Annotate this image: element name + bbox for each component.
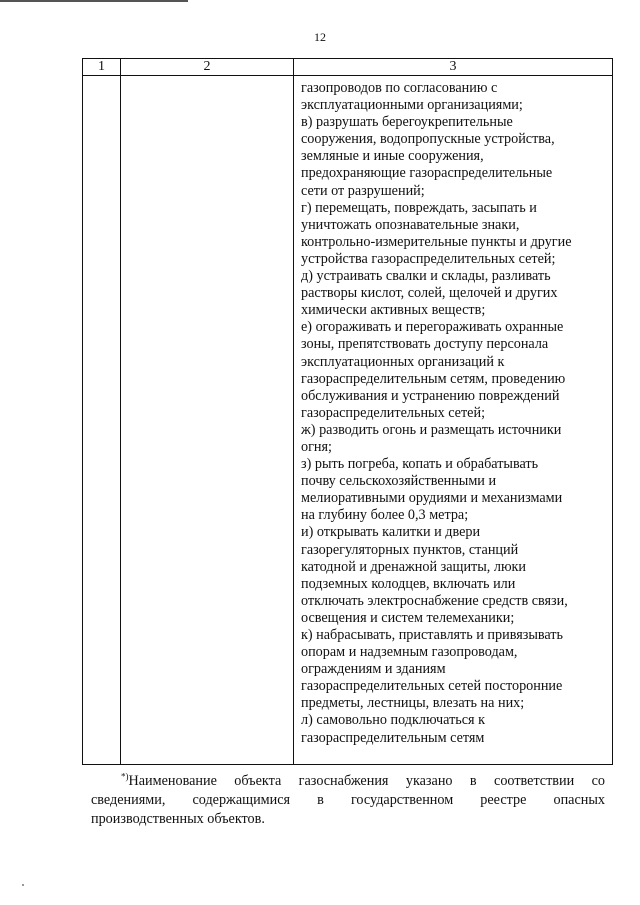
text-line: контрольно-измерительные пункты и другие [301, 233, 572, 250]
footnote-line-3: производственных объектов. [91, 811, 265, 827]
text-line: з) рыть погреба, копать и обрабатывать [301, 456, 539, 473]
text-line: газорегуляторных пунктов, станций [301, 541, 519, 558]
text-line: обслуживания и устранению повреждений [301, 387, 560, 404]
column-header-2: 2 [121, 59, 294, 76]
text-line: отключать электроснабжение средств связи, [301, 592, 568, 609]
text-line: почву сельскохозяйственными и [301, 473, 497, 490]
text-line: предохраняющие газораспределительные [301, 165, 553, 182]
text-line: катодной и дренажной защиты, люки [301, 558, 527, 575]
footnote [91, 772, 605, 829]
text-line: д) устраивать свалки и склады, разливать [301, 268, 551, 285]
text-line: огня; [301, 438, 332, 455]
text-line: устройства газораспределительных сетей; [301, 250, 556, 267]
text-line: опорам и надземным газопроводам, [301, 644, 518, 661]
text-line: мелиоративными орудиями и механизмами [301, 490, 563, 507]
text-line: г) перемещать, повреждать, засыпать и [301, 199, 537, 216]
text-line: подземных колодцев, включать или [301, 575, 516, 592]
text-line: газораспределительных сетей; [301, 404, 486, 421]
text-line: растворы кислот, солей, щелочей и других [301, 285, 558, 302]
text-line: е) огораживать и перегораживать охранные [301, 319, 564, 336]
column-header-3: 3 [294, 59, 613, 76]
text-line: ограждениям и зданиям [301, 661, 446, 678]
table-cell-col1 [83, 76, 121, 765]
table-cell-col2 [121, 76, 294, 765]
footnote-line-1 [91, 772, 605, 791]
text-line: предметы, лестницы, влезать на них; [301, 695, 525, 712]
footnote-text-1: Наименование объекта газоснабжения указано в соответствии со [128, 773, 605, 789]
page-number: 12 [314, 30, 326, 44]
footnote-line-2: сведениями, содержащимися в государственном реестре опасных [91, 792, 605, 808]
table-header-row [83, 59, 613, 76]
table-row [83, 76, 613, 765]
text-line: ж) разводить огонь и размещать источники [301, 421, 562, 438]
text-line: газораспределительным сетям [301, 729, 485, 746]
text-line: и) открывать калитки и двери [301, 524, 481, 541]
text-line: эксплуатационных организаций к [301, 353, 505, 370]
footnote-marker: *) [121, 771, 129, 782]
scan-speck [22, 884, 24, 886]
table-cell-col3 [294, 76, 613, 765]
text-line: сети от разрушений; [301, 182, 425, 199]
text-line: к) набрасывать, приставлять и привязывать [301, 627, 563, 643]
top-rule [0, 0, 188, 2]
document-table [82, 58, 613, 765]
text-line: уничтожать опознавательные знаки, [301, 216, 520, 233]
prohibitions-text [294, 76, 612, 747]
text-line: газораспределительным сетям, проведению [301, 370, 566, 387]
text-line: эксплуатационными организациями; [301, 97, 523, 114]
text-line: земляные и иные сооружения, [301, 148, 484, 165]
text-line: в) разрушать берегоукрепительные [301, 114, 513, 131]
text-line: газораспределительных сетей посторонние [301, 678, 563, 695]
text-line: зоны, препятствовать доступу персонала [301, 336, 549, 353]
text-line: л) самовольно подключаться к [301, 712, 486, 729]
text-line: освещения и систем телемеханики; [301, 609, 515, 626]
text-line: сооружения, водопропускные устройства, [301, 131, 555, 148]
text-line: газопроводов по согласованию с [301, 80, 498, 96]
text-line: химически активных веществ; [301, 302, 486, 319]
column-header-1: 1 [83, 59, 121, 76]
text-line: на глубину более 0,3 метра; [301, 507, 469, 524]
